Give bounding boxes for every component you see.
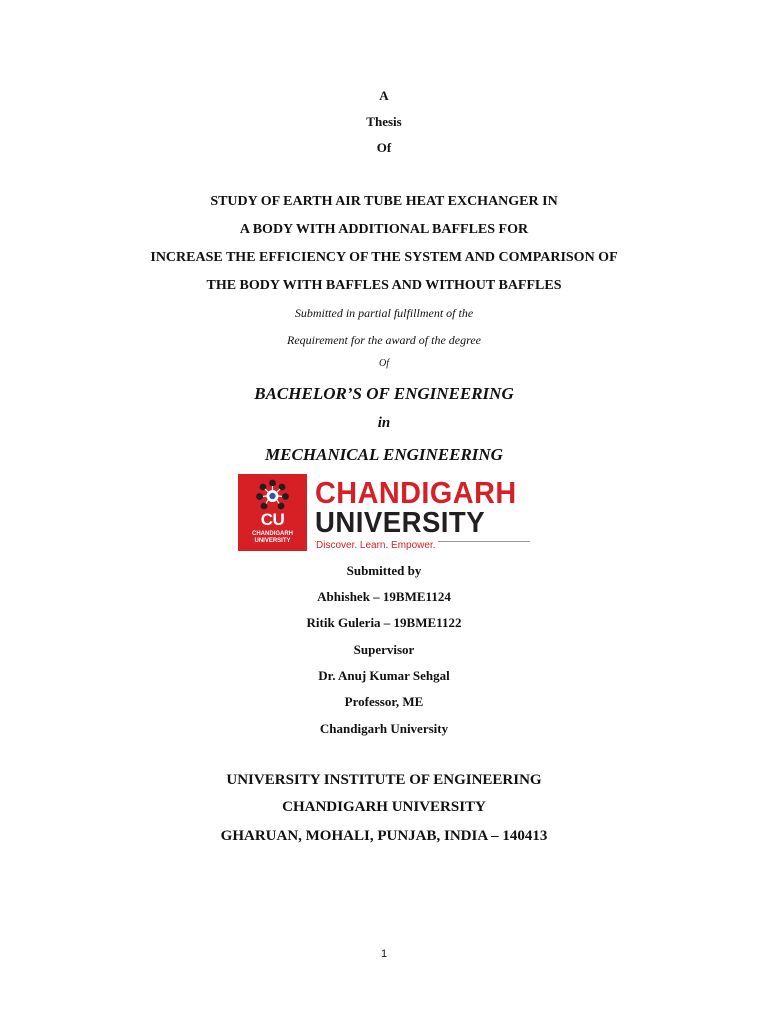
page-number: 1 [380, 948, 388, 960]
institute-line-2: CHANDIGARH UNIVERSITY [282, 799, 486, 815]
degree-name: BACHELOR’S OF ENGINEERING [254, 384, 514, 403]
logo-word-university: UNIVERSITY [315, 507, 486, 539]
logo-word-chandigarh: CHANDIGARH [315, 475, 517, 510]
degree-in: in [377, 415, 391, 431]
emblem-icon [250, 478, 295, 514]
author-2: Ritik Guleria – 19BME1122 [306, 615, 462, 630]
logo-box-subtitle: CHANDIGARH UNIVERSITY [252, 531, 293, 544]
degree-field: MECHANICAL ENGINEERING [265, 445, 503, 464]
submitted-by-label: Submitted by [346, 563, 422, 578]
doc-type: Thesis [366, 114, 402, 129]
title-line-1: STUDY OF EARTH AIR TUBE HEAT EXCHANGER IN [210, 194, 558, 209]
supervisor-label: Supervisor [353, 642, 415, 657]
supervisor-org: Chandigarh University [319, 721, 449, 736]
supervisor-name: Dr. Anuj Kumar Sehgal [318, 668, 450, 683]
title-line-2: A BODY WITH ADDITIONAL BAFFLES FOR [239, 222, 529, 237]
logo-cu-text: CU [260, 510, 285, 529]
logo-red-box [238, 474, 307, 551]
institute-line-1: UNIVERSITY INSTITUTE OF ENGINEERING [226, 772, 542, 788]
university-logo [238, 474, 530, 552]
of-label: Of [376, 140, 392, 155]
institute-address: GHARUAN, MOHALI, PUNJAB, INDIA – 140413 [220, 828, 548, 844]
author-1: Abhishek – 19BME1124 [317, 589, 451, 604]
title-line-4: THE BODY WITH BAFFLES AND WITHOUT BAFFLES [206, 278, 562, 293]
submission-of: Of [379, 358, 389, 369]
submission-line-2: Requirement for the award of the degree [287, 333, 481, 347]
title-line-3: INCREASE THE EFFICIENCY OF THE SYSTEM AND COMPARISON OF [150, 250, 618, 265]
logo-tagline: Discover. Learn. Empower. [316, 540, 436, 551]
submission-line-1: Submitted in partial fulfillment of the [294, 306, 474, 320]
article-a: A [379, 88, 389, 103]
supervisor-title: Professor, ME [344, 694, 424, 709]
